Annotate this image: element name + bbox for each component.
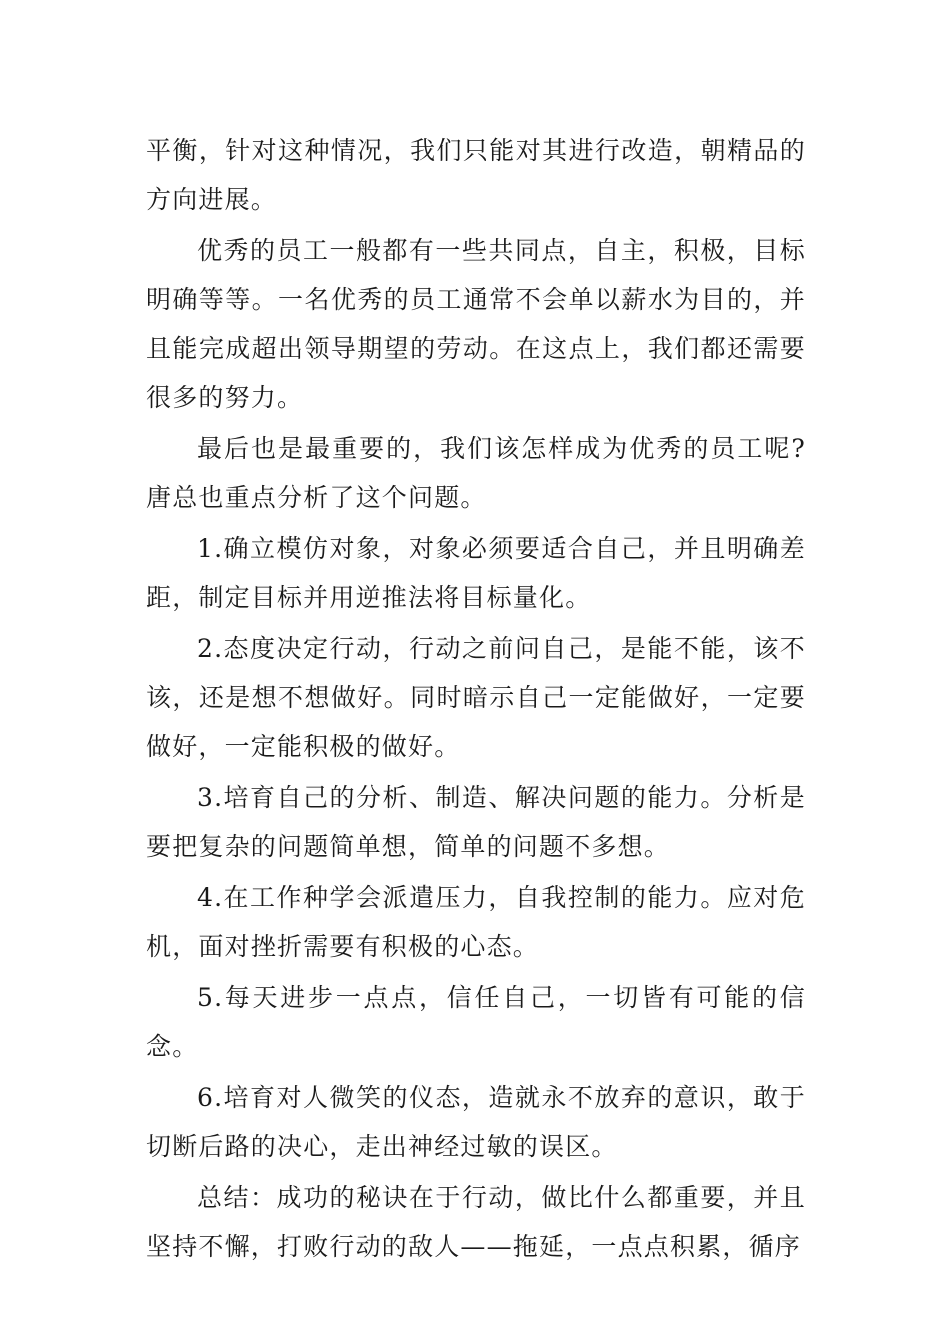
summary-paragraph: 总结：成功的秘诀在于行动，做比什么都重要，并且坚持不懈，打败行动的敌人——拖延，一点点积累，循序 [146,1183,806,1261]
list-item-6: 6.培育对人微笑的仪态，造就永不放弃的意识，敢于切断后路的决心，走出神经过敏的误区。 [146,1083,806,1161]
document-body [146,126,806,1271]
list-item-3: 3.培育自己的分析、制造、解决问题的能力。分析是要把复杂的问题简单想，简单的问题不多想。 [146,783,806,861]
paragraph-2: 优秀的员工一般都有一些共同点，自主，积极，目标明确等等。一名优秀的员工通常不会单以薪水为目的，并且能完成超出领导期望的劳动。在这点上，我们都还需要很多的努力。 [146,236,806,412]
list-item-2: 2.态度决定行动，行动之前问自己，是能不能，该不该，还是想不想做好。同时暗示自己一定能做好，一定要做好，一定能积极的做好。 [146,634,806,761]
paragraph-1: 平衡，针对这种情况，我们只能对其进行改造，朝精品的方向进展。 [146,136,806,214]
paragraph-3: 最后也是最重要的，我们该怎样成为优秀的员工呢?唐总也重点分析了这个问题。 [146,434,806,512]
list-item-5: 5.每天进步一点点，信任自己，一切皆有可能的信念。 [146,983,806,1061]
list-item-1: 1.确立模仿对象，对象必须要适合自己，并且明确差距，制定目标并用逆推法将目标量化。 [146,534,806,612]
list-item-4: 4.在工作种学会派遣压力，自我控制的能力。应对危机，面对挫折需要有积极的心态。 [146,883,806,961]
